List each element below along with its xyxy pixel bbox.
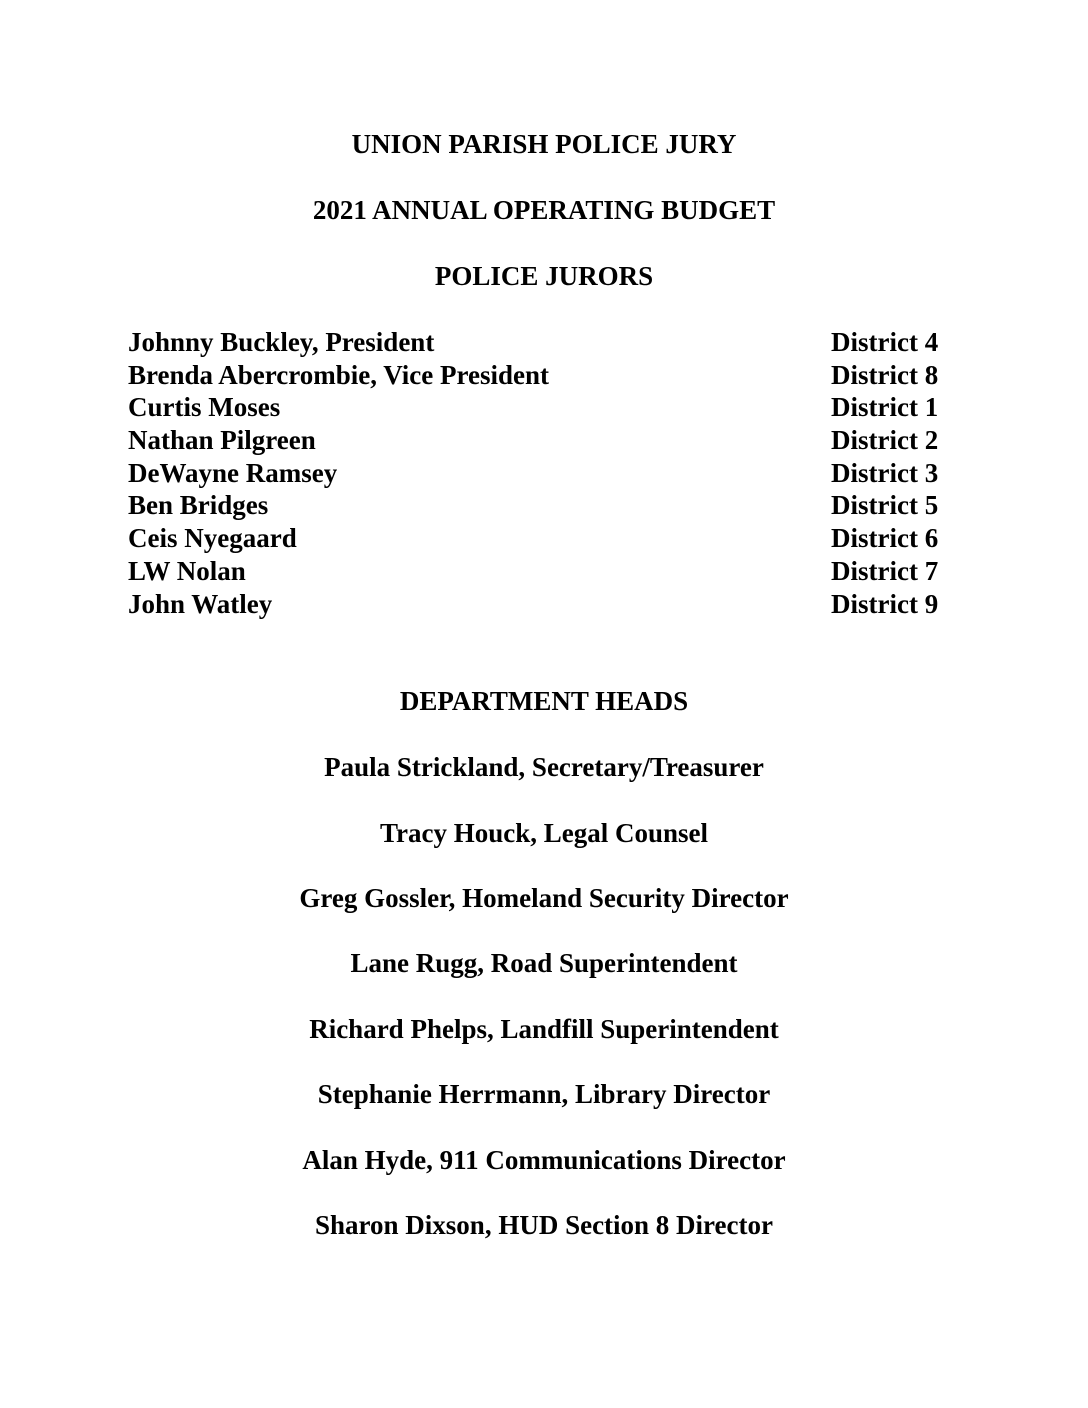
- department-head-entry: Sharon Dixson, HUD Section 8 Director: [315, 1210, 773, 1240]
- juror-name: Brenda Abercrombie, Vice President: [128, 359, 549, 390]
- juror-name: Nathan Pilgreen: [128, 425, 316, 456]
- juror-name: DeWayne Ramsey: [128, 457, 338, 488]
- juror-district: District 5: [831, 490, 939, 521]
- juror-district: District 7: [831, 555, 939, 586]
- department-head-entry: Paula Strickland, Secretary/Treasurer: [324, 752, 764, 782]
- department-head-entry: Richard Phelps, Landfill Superintendent: [309, 1014, 779, 1044]
- juror-district: District 1: [831, 392, 939, 423]
- document-title: 2021 ANNUAL OPERATING BUDGET: [312, 195, 776, 225]
- jurors-list: [128, 326, 946, 620]
- juror-row: [128, 555, 946, 588]
- department-head-entry: Stephanie Herrmann, Library Director: [317, 1079, 771, 1109]
- juror-district: District 9: [831, 588, 939, 619]
- juror-row: [128, 424, 946, 457]
- juror-row: [128, 588, 946, 621]
- juror-name: John Watley: [128, 588, 273, 619]
- juror-name: Johnny Buckley, President: [128, 327, 435, 357]
- juror-name: Ceis Nyegaard: [128, 523, 297, 554]
- juror-name: Curtis Moses: [128, 392, 281, 423]
- department-head-entry: Tracy Houck, Legal Counsel: [379, 818, 708, 848]
- juror-row: [128, 326, 946, 359]
- juror-name: LW Nolan: [128, 555, 246, 586]
- juror-row: [128, 522, 946, 555]
- juror-district: District 2: [831, 425, 939, 456]
- department-head-entry: Lane Rugg, Road Superintendent: [350, 948, 738, 978]
- juror-district: District 6: [831, 523, 939, 554]
- juror-district: District 8: [831, 359, 939, 390]
- department-heads-heading: DEPARTMENT HEADS: [399, 686, 689, 716]
- juror-district: District 3: [831, 457, 939, 488]
- juror-row: [128, 457, 946, 490]
- juror-row: [128, 359, 946, 392]
- juror-row: [128, 391, 946, 424]
- juror-name: Ben Bridges: [128, 490, 269, 521]
- juror-district: District 4: [831, 327, 939, 357]
- organization-title: UNION PARISH POLICE JURY: [351, 129, 737, 159]
- jurors-heading: POLICE JURORS: [434, 261, 654, 291]
- juror-row: [128, 489, 946, 522]
- department-head-entry: Alan Hyde, 911 Communications Director: [302, 1145, 786, 1175]
- department-head-entry: Greg Gossler, Homeland Security Director: [299, 883, 789, 913]
